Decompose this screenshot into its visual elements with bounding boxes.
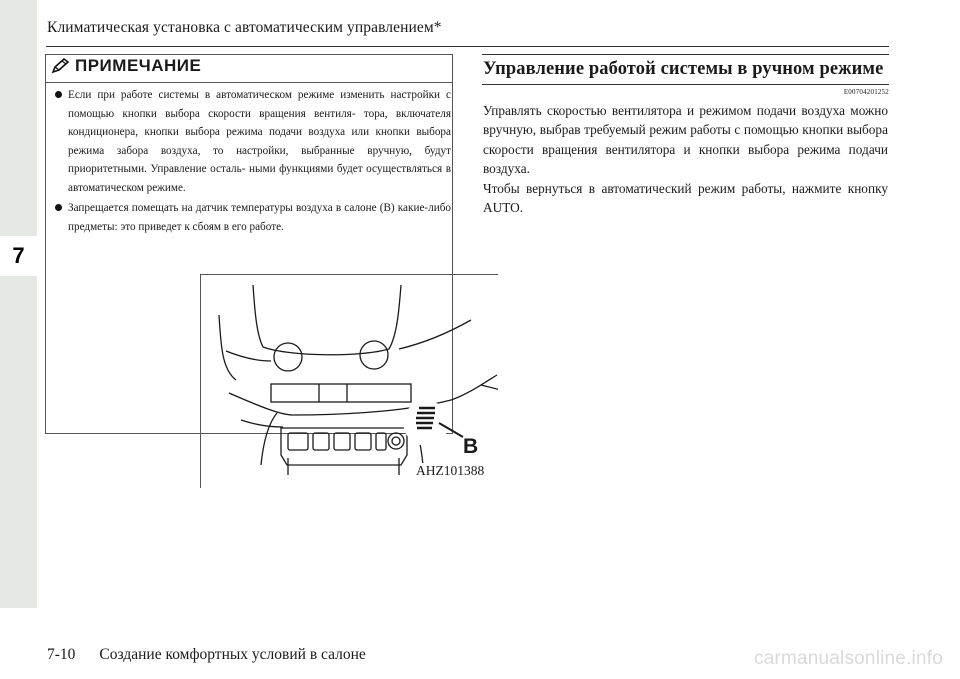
page-number: 7-10 [47,646,76,663]
page-footer [47,646,366,664]
section-code: E00704201252 [843,88,889,96]
note-title: ПРИМЕЧАНИЕ [75,56,202,75]
note-bullet: Если при работе системы в автоматическом режиме изменить настройки с помощью кнопки выбора скорости вращения вентиля- тора, включателя кондиционера, кнопки выбора режима подачи воздуха или кнопки выбора режима забора воздуха, то настройки, выбранные вручную, будут приоритетными. Управление осталь- ными функциями будет осуществляться в автоматическом режиме. [55,86,451,197]
dashboard-drawing [201,275,498,488]
figure-label-b: B [463,435,479,458]
pencil-icon [51,58,71,74]
note-bullet: Запрещается помещать на датчик температуры воздуха в салоне (B) какие-либо предметы: это приведет к сбоям в его работе. [55,199,451,236]
bullet-dot-icon [55,91,62,98]
page-header-title: Климатическая установка с автоматическим управлением* [47,19,442,36]
note-divider [46,82,452,83]
note-header [46,55,201,77]
bullet-dot-icon [55,204,62,211]
figure-code: AHZ101388 [416,463,485,478]
note-box [45,54,485,478]
side-strip [0,0,37,608]
section-title: Управление работой системы в ручном режиме [483,59,884,79]
footer-title: Создание комфортных условий в салоне [99,646,366,663]
chapter-tab [0,236,37,276]
watermark: carmanualsonline.info [753,648,943,669]
section-rule-bottom [482,84,889,85]
note-bullet-list [55,86,451,238]
section-body [483,101,888,217]
section-rule-top [482,54,889,55]
paragraph: Чтобы вернуться в автоматический режим работы, нажмите кнопку AUTO. [483,180,888,216]
dashboard-illustration [200,274,498,488]
chapter-number: 7 [12,243,25,268]
header-divider [46,46,889,47]
paragraph: Управлять скоростью вентилятора и режимом подачи воздуха можно вручную, выбрав требуемый режим работы с помощью кнопки выбора скорости вращения вентилятора и кнопки выбора режима подачи воздуха. [483,103,888,177]
